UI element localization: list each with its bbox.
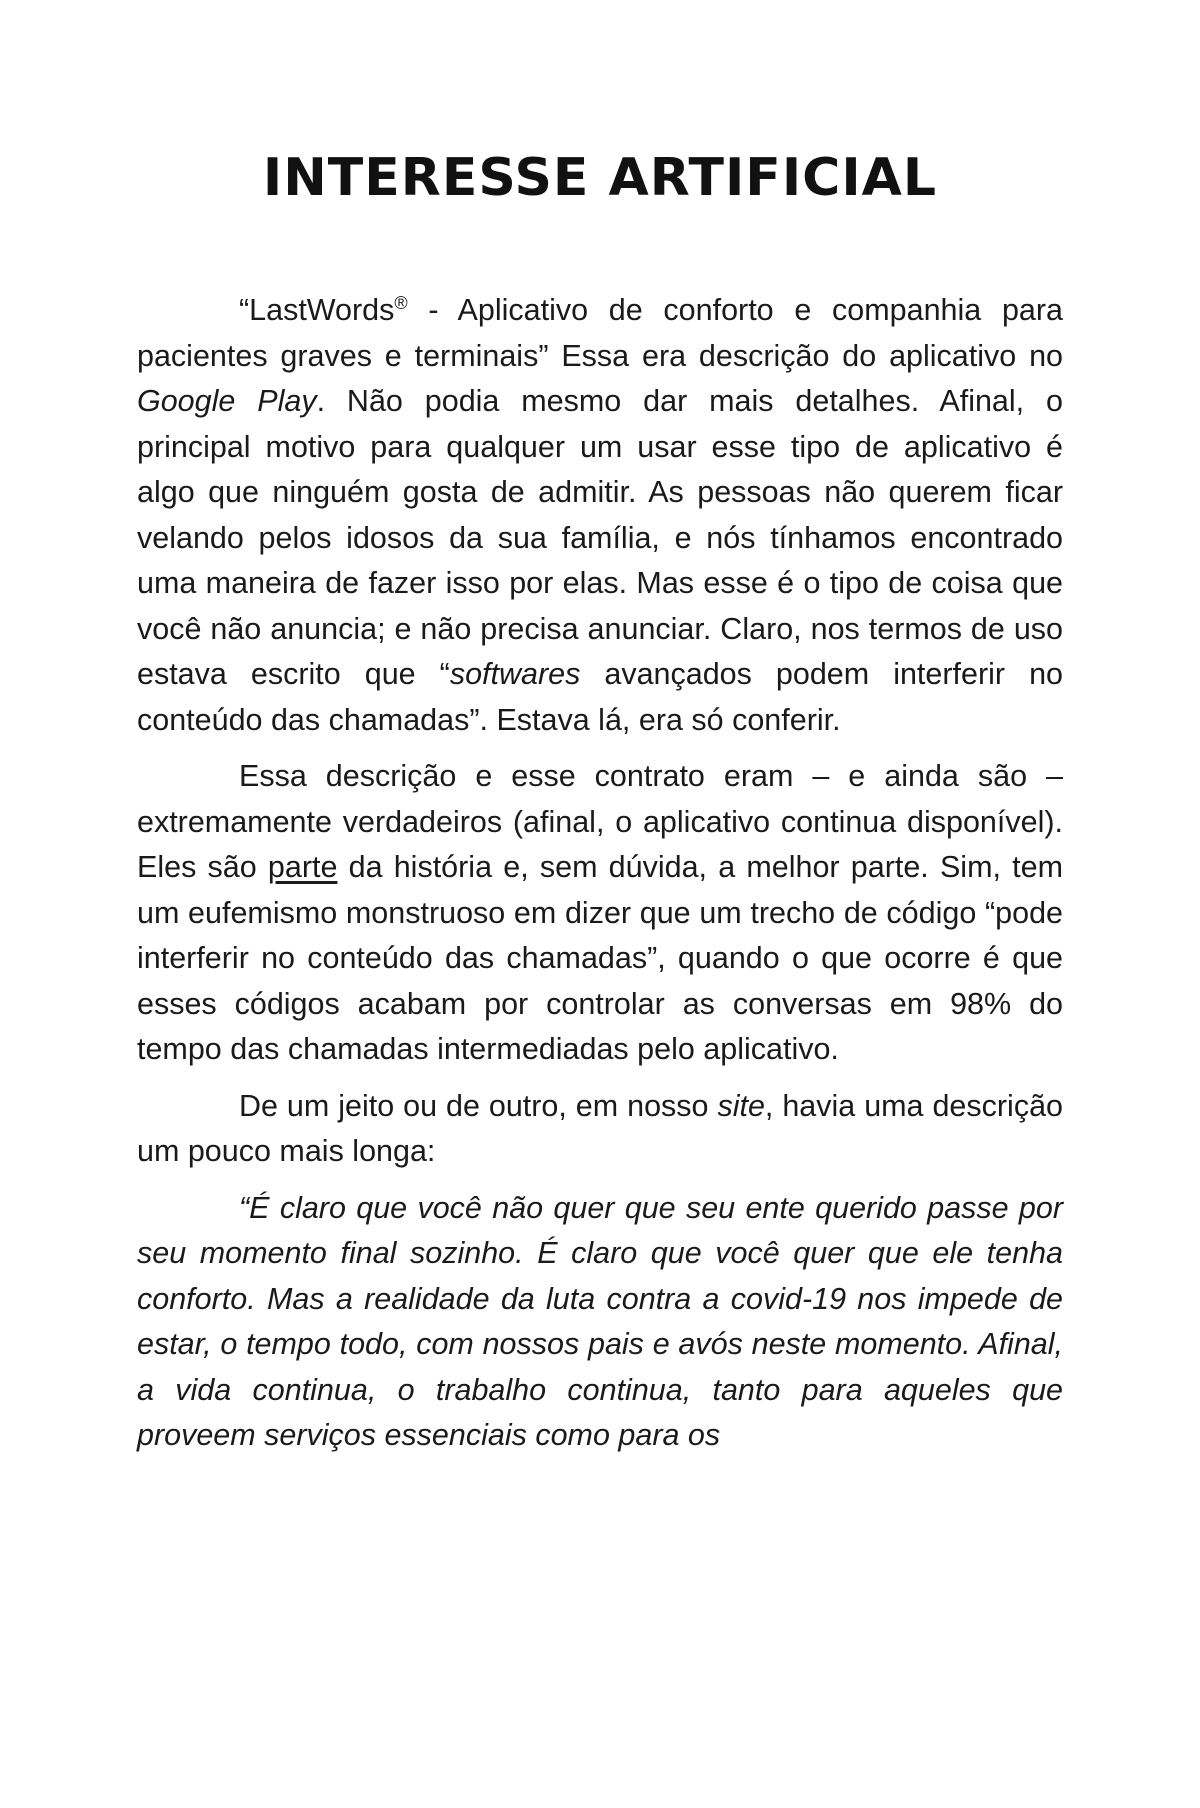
paragraph-2-text-a: Essa descrição e esse contrato eram – e ainda são – extremamente verdadeiros (afinal, o aplicativo continua disponível). Eles são	[137, 759, 1063, 884]
paragraph-4-text: “É claro que você não quer que seu ente querido passe por seu momento final sozinho. É claro que você quer que ele tenha conforto. Mas a realidade da luta contra a covid-19 nos impede de estar, o tempo todo, com nossos pais e avós neste momento. Afinal, a vida continua, o trabalho continua, tanto para aqueles que proveem serviços essenciais como para os	[137, 1190, 1063, 1452]
paragraph-1	[137, 288, 1063, 743]
site-term: site	[717, 1088, 765, 1123]
registered-mark: ®	[394, 292, 408, 313]
paragraph-1-text-a: “LastWords	[239, 293, 395, 327]
paragraph-2	[137, 754, 1063, 1073]
softwares-term: softwares	[449, 657, 581, 691]
paragraph-3-text-a: De um jeito ou de outro, em nosso	[239, 1088, 718, 1123]
text-body	[137, 288, 1063, 1470]
paragraph-1-text-b: - Aplicativo de conforto e companhia para pacientes graves e terminais” Essa era descrição do aplicativo no	[137, 293, 1063, 373]
chapter-title: INTERESSE ARTIFICIAL	[262, 148, 938, 208]
paragraph-3	[137, 1084, 1063, 1175]
paragraph-2-text-b: da história e, sem dúvida, a melhor parte. Sim, tem um eufemismo monstruoso em dizer que um trecho de código “pode interferir no conteúdo das chamadas”, quando o que ocorre é que esses códigos acabam por controlar as conversas em 98% do tempo das chamadas intermediadas pelo aplicativo.	[137, 850, 1063, 1066]
paragraph-4-quote	[137, 1186, 1063, 1459]
paragraph-1-text-d: avançados podem interferir no conteúdo das chamadas”. Estava lá, era só conferir.	[137, 657, 1063, 737]
paragraph-1-text-c: . Não podia mesmo dar mais detalhes. Afinal, o principal motivo para qualquer um usar esse tipo de aplicativo é algo que ninguém gosta de admitir. As pessoas não querem ficar velando pelos idosos da sua família, e nós tínhamos encontrado uma maneira de fazer isso por elas. Mas esse é o tipo de coisa que você não anuncia; e não precisa anunciar. Claro, nos termos de uso estava escrito que “	[137, 384, 1063, 691]
paragraph-3-text-b: , havia uma descrição um pouco mais longa:	[137, 1088, 1063, 1168]
underlined-parte: parte	[267, 850, 338, 884]
google-play-term: Google Play	[137, 384, 317, 418]
